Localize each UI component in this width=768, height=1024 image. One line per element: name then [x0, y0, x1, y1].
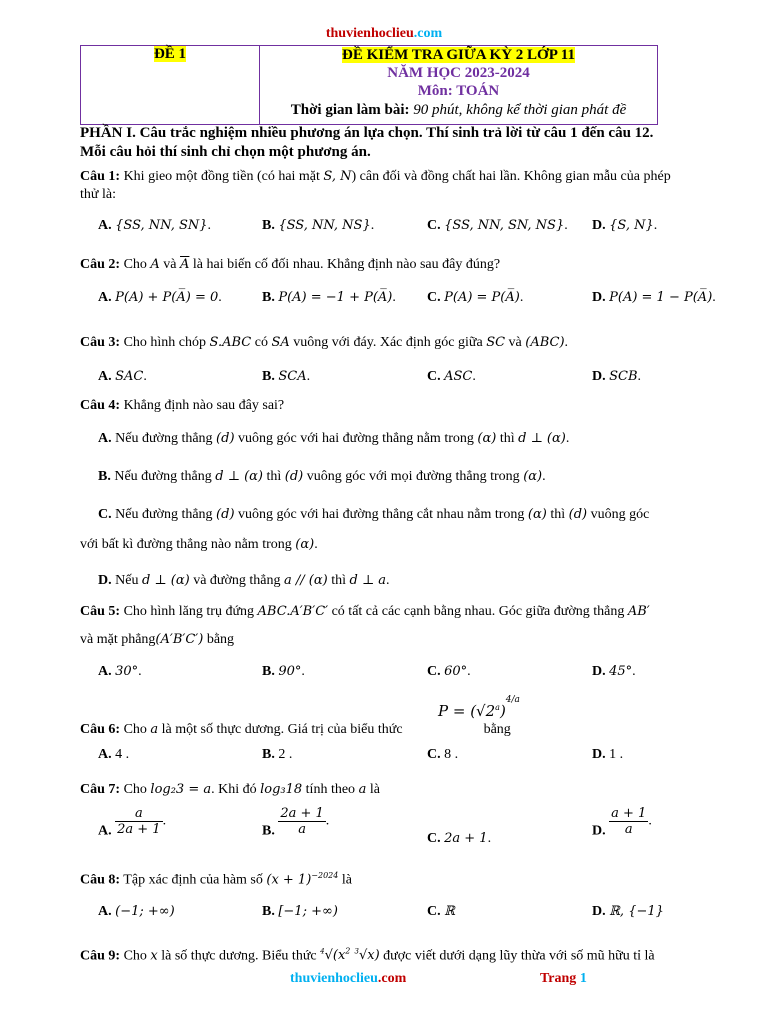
q4-c-5: với bất kì đường thẳng nào nằm trong — [80, 537, 296, 552]
exam-title: ĐỀ KIỂM TRA GIỮA KỲ 2 LỚP 11 — [342, 47, 575, 63]
footer-site — [290, 971, 406, 987]
q1-text-b: ) cân đối và đồng chất hai lần. Không gian mẫu của phép — [351, 169, 671, 184]
q7-text-b: . Khi đó — [211, 782, 261, 797]
question-4 — [80, 397, 710, 415]
q1-option-b[interactable]: B. {SS, NN, NS}. — [262, 218, 375, 233]
q2-d-value: P(A) = 1 − P(A̅) — [609, 290, 713, 305]
q4-label: Câu 4: — [80, 398, 121, 413]
q3-a-value: SAC — [115, 369, 144, 384]
section-line-2: Mỗi câu hỏi thí sinh chỉ chọn một phương án. — [80, 144, 371, 160]
q6-text-b: là một số thực dương. Giá trị của biểu thức — [158, 722, 407, 737]
exam-header-table — [80, 45, 658, 125]
q7-a-num: a — [115, 806, 162, 822]
question-8 — [80, 867, 710, 890]
q4-b-3: vuông góc với mọi đường thẳng trong — [303, 469, 524, 484]
section-line-1: PHẦN I. Câu trắc nghiệm nhiều phương án lựa chọn. Thí sinh trả lời từ câu 1 đến câu 12. — [80, 125, 654, 141]
q3-text-a: Cho hình chóp — [120, 335, 210, 350]
q6-option-b[interactable]: B. 2 . — [262, 747, 293, 762]
q7-option-c[interactable]: C. 2a + 1. — [427, 831, 492, 846]
q7-d-num: a + 1 — [611, 806, 647, 821]
q7-text-a: Cho — [120, 782, 151, 797]
question-9 — [80, 943, 710, 965]
q8-option-a[interactable]: A. (−1; +∞) — [98, 904, 175, 919]
q3-text-c: vuông với đáy. Xác định góc giữa — [289, 335, 487, 350]
q3-option-b[interactable]: B. SCA. — [262, 369, 311, 384]
q6-text-a: Cho — [120, 722, 151, 737]
q2-b-value: P(A) = −1 + P(A̅) — [278, 290, 393, 305]
footer-site-tld: .com — [377, 971, 407, 986]
q4-d-2: và đường thẳng — [189, 573, 284, 588]
q2-text-c: là hai biến cố đối nhau. Khẳng định nào sau đây đúng? — [189, 257, 501, 272]
q4-option-d[interactable]: D. Nếu d ⊥ (α) và đường thẳng a // (α) thì d ⊥ a. — [98, 573, 390, 588]
q6-option-c[interactable]: C. 8 . — [427, 747, 459, 762]
exam-code-cell — [81, 46, 260, 125]
q2-option-c[interactable]: C. P(A) = P(A̅). — [427, 290, 524, 305]
q5-math-1: ABC.A′B′C′ — [257, 604, 329, 619]
time-label: Thời gian làm bài: — [290, 102, 410, 118]
q2-c-value: P(A) = P(A̅) — [444, 290, 520, 305]
q6-math: a — [150, 722, 159, 737]
q5-option-c[interactable]: C. 60°. — [427, 664, 471, 679]
q1-a-value: {SS, NN, SN} — [115, 218, 208, 233]
site-watermark — [0, 26, 768, 42]
q5-d-value: 45° — [609, 664, 633, 679]
q4-option-a[interactable]: A. Nếu đường thẳng (d) vuông góc với hai đường thẳng nằm trong (α) thì d ⊥ (α). — [98, 431, 570, 446]
page-number — [540, 971, 587, 987]
q4-c-2: vuông góc với hai đường thẳng cắt nhau nằm trong — [234, 507, 528, 522]
q8-text-a: Tập xác định của hàm số — [120, 872, 267, 888]
q2-text-a: Cho — [120, 257, 151, 272]
q4-b-2: thì — [263, 469, 285, 484]
q6-expression: $P = (√2^a)^{4/a}$ — [438, 695, 520, 720]
q3-option-d[interactable]: D. SCB. — [592, 369, 642, 384]
q5-math-3: (A′B′C′) — [155, 632, 204, 647]
q9-text-a: Cho — [120, 948, 151, 964]
time-value: 90 phút, không kể thời gian phát đề — [413, 102, 627, 118]
q9-math: x — [150, 948, 158, 964]
q7-math-2: log₃18 — [260, 782, 303, 797]
q9-text-c: được viết dưới dạng lũy thừa với số mũ hữu tỉ là — [379, 948, 655, 964]
q8-exp: −2024 — [311, 871, 339, 880]
q8-c-value: ℝ — [444, 904, 455, 919]
q6-label: Câu 6: — [80, 722, 121, 737]
section-heading — [80, 124, 720, 162]
q7-text-d: là — [366, 782, 380, 797]
q5-b-value: 90° — [278, 664, 302, 679]
q3-math-1: S.ABC — [209, 335, 252, 350]
q3-d-value: SCB — [609, 369, 638, 384]
q7-d-den: a — [624, 822, 633, 837]
q6-option-a[interactable]: A. 4 . — [98, 747, 130, 762]
q8-text-b: là — [338, 872, 352, 888]
q5-option-d[interactable]: D. 45°. — [592, 664, 636, 679]
q5-text-c: và mặt phẳng — [80, 632, 156, 647]
q9-text-b: là số thực dương. Biểu thức — [157, 948, 321, 964]
q6-option-d[interactable]: D. 1 . — [592, 747, 624, 762]
q7-option-a[interactable]: A. $\frac{a}{2a + 1}$ . — [98, 806, 167, 839]
q7-text-c: tính theo — [302, 782, 359, 797]
q8-b-value: [−1; +∞) — [278, 904, 338, 919]
q4-option-b[interactable]: B. Nếu đường thẳng d ⊥ (α) thì (d) vuông góc với mọi đường thẳng trong (α). — [98, 469, 546, 484]
q4-d-3: thì — [327, 573, 350, 588]
q7-c-value: 2a + 1 — [444, 831, 488, 846]
q5-option-a[interactable]: A. 30°. — [98, 664, 142, 679]
footer-site-name: thuvienhoclieu — [290, 971, 378, 986]
q5-c-value: 60° — [444, 664, 468, 679]
exam-code: ĐỀ 1 — [153, 46, 187, 62]
q4-a-1: Nếu đường thẳng — [111, 431, 217, 446]
q7-a-den: 2a + 1 — [117, 822, 161, 837]
q1-option-a[interactable]: A. {SS, NN, SN}. — [98, 218, 212, 233]
q8-option-b[interactable]: B. [−1; +∞) — [262, 904, 338, 919]
page-num: 1 — [579, 971, 587, 986]
q7-math-3: a — [358, 782, 367, 797]
q4-c-1: Nếu đường thẳng — [111, 507, 217, 522]
q1-b-value: {SS, NN, NS} — [278, 218, 371, 233]
q3-c-value: ASC — [444, 369, 473, 384]
q5-math-2: AB′ — [627, 604, 650, 619]
question-1 — [80, 168, 710, 204]
q1-text-c: thử là: — [80, 187, 116, 202]
q3-label: Câu 3: — [80, 335, 121, 350]
page-label: Trang — [540, 971, 580, 986]
q6-a-value: 4 — [115, 747, 123, 762]
q5-label: Câu 5: — [80, 604, 121, 619]
question-2: Câu 2: Cho A và $\overline{A}$ là hai biến cố đối nhau. Khẳng định nào sau đây đúng? — [80, 257, 501, 272]
q1-d-value: {S, N} — [609, 218, 654, 233]
q8-label: Câu 8: — [80, 872, 121, 888]
q8-option-d[interactable]: D. ℝ, {−1} — [592, 904, 664, 919]
q3-math-2: SA — [271, 335, 290, 350]
q6-d-value: 1 — [609, 747, 617, 762]
q7-b-den: a — [298, 822, 306, 837]
q1-option-d[interactable]: D. {S, N}. — [592, 218, 658, 233]
q4-option-c-cont: với bất kì đường thẳng nào nằm trong (α). — [80, 537, 318, 552]
q1-c-value: {SS, NN, SN, NS} — [444, 218, 565, 233]
q1-text-a: Khi gieo một đồng tiền (có hai mặt — [120, 169, 324, 184]
q8-option-c[interactable]: C. ℝ — [427, 904, 455, 919]
q2-a-value: P(A) + P(A̅) = 0 — [115, 290, 219, 305]
q5-text-a: Cho hình lăng trụ đứng — [120, 604, 258, 619]
q8-a-value: (−1; +∞) — [115, 904, 175, 919]
q7-math-1: log₂3 = a — [150, 782, 212, 797]
question-5 — [80, 603, 710, 649]
q3-option-c[interactable]: C. ASC. — [427, 369, 476, 384]
q4-c-4: vuông góc — [587, 507, 650, 522]
q3-math-3: SC — [486, 335, 506, 350]
question-3: Câu 3: Cho hình chóp S.ABC có SA vuông với đáy. Xác định góc giữa SC và (ABC). — [80, 335, 569, 350]
q6-c-value: 8 — [444, 747, 452, 762]
q5-a-value: 30° — [115, 664, 139, 679]
q5-text-b: có tất cả các cạnh bằng nhau. Góc giữa đường thẳng — [328, 604, 628, 619]
question-6 — [80, 721, 710, 739]
q2-option-a[interactable]: A. P(A) + P(A̅) = 0. — [98, 290, 222, 305]
q4-c-3: thì — [546, 507, 569, 522]
q4-a-2: vuông góc với hai đường thẳng nằm trong — [234, 431, 478, 446]
q3-b-value: SCA — [278, 369, 307, 384]
q2-label: Câu 2: — [80, 257, 121, 272]
q3-math-4: (ABC) — [525, 335, 565, 350]
question-7 — [80, 781, 710, 799]
q4-d-1: Nếu — [111, 573, 142, 588]
exam-info-cell — [260, 46, 658, 125]
site-tld: .com — [413, 26, 443, 41]
q5-option-b[interactable]: B. 90°. — [262, 664, 305, 679]
q5-text-d: bằng — [203, 632, 235, 647]
q9-label: Câu 9: — [80, 948, 121, 964]
q1-option-c[interactable]: C. {SS, NN, SN, NS}. — [427, 218, 568, 233]
q7-option-d[interactable]: D. $\frac{a + 1}{a}$ . — [592, 806, 652, 839]
q7-label: Câu 7: — [80, 782, 121, 797]
q2-option-d[interactable]: D. P(A) = 1 − P(A̅). — [592, 290, 716, 305]
q1-math: S, N — [323, 169, 352, 184]
site-name: thuvienhoclieu — [325, 26, 414, 41]
q2-text-b: và — [159, 257, 181, 272]
q8-math: (x + 1) — [266, 872, 312, 888]
q4-option-c[interactable]: C. Nếu đường thẳng (d) vuông góc với hai đường thẳng cắt nhau nằm trong (α) thì (d) vuông góc — [98, 507, 650, 522]
q8-d-value: ℝ, {−1} — [609, 904, 664, 919]
school-year: NĂM HỌC 2023-2024 — [387, 65, 530, 81]
q4-text: Khẳng định nào sau đây sai? — [120, 398, 285, 413]
q6-b-value: 2 — [278, 747, 286, 762]
q9-expression: $^4√(x^2$ $^3$√x) — [320, 947, 380, 964]
q2-option-b[interactable]: B. P(A) = −1 + P(A̅). — [262, 290, 396, 305]
q4-a-3: thì — [496, 431, 519, 446]
q7-b-num: 2a + 1 — [280, 806, 324, 821]
q3-text-d: và — [505, 335, 526, 350]
q4-b-1: Nếu đường thẳng — [110, 469, 216, 484]
q1-label: Câu 1: — [80, 169, 121, 184]
q6-text-c: bằng — [480, 722, 511, 737]
q7-option-b[interactable]: B. $\frac{2a + 1}{a}$ . — [262, 806, 330, 839]
subject: Môn: TOÁN — [417, 83, 500, 99]
q3-text-b: có — [251, 335, 272, 350]
q3-option-a[interactable]: A. SAC. — [98, 369, 147, 384]
